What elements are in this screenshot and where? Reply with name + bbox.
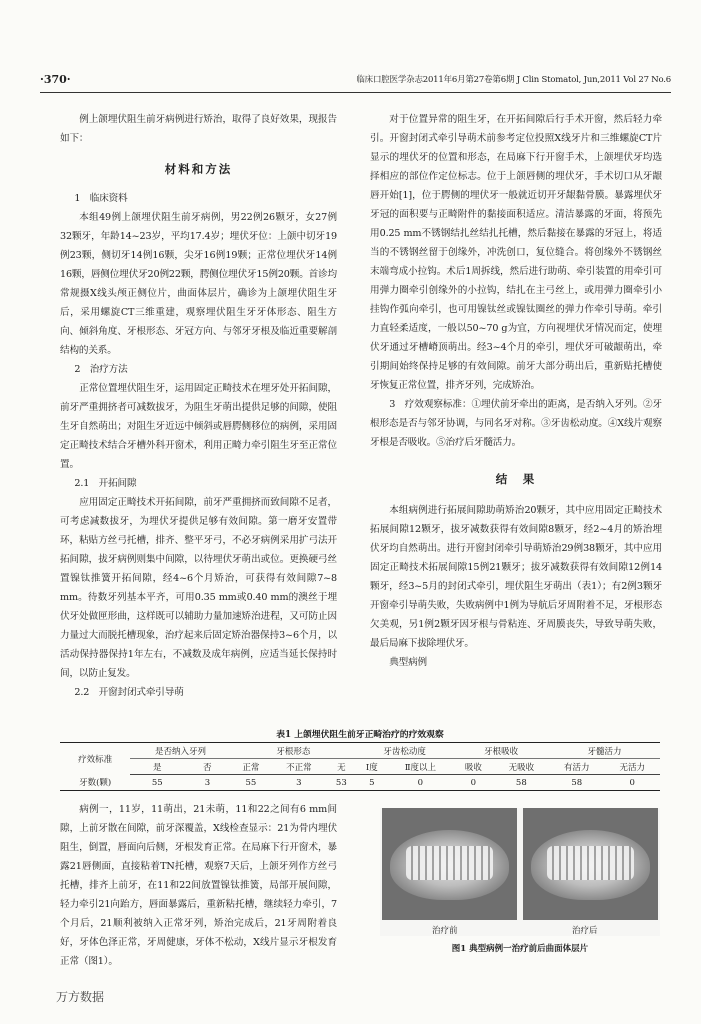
table-row-label: 牙数(颗) <box>60 775 130 791</box>
intro-paragraph: 例上颌埋伏阻生前牙病例进行矫治，取得了良好效果，现报告如下： <box>60 114 337 144</box>
table-subheader: 无 <box>327 759 357 775</box>
table-subheader: 正常 <box>231 759 271 775</box>
typical-case-heading: 典型病例 <box>389 657 427 668</box>
table-row <box>60 775 660 791</box>
table-subheader: 吸收 <box>453 759 493 775</box>
figure-label-after: 治疗后 <box>572 926 598 936</box>
table-header-criteria: 疗效标准 <box>60 743 130 775</box>
table-subheader: 不正常 <box>271 759 326 775</box>
table-cell: 0 <box>604 775 660 791</box>
figure-label-before: 治疗前 <box>432 926 458 936</box>
table-subheader: Ⅰ度 <box>356 759 387 775</box>
table-subheader: 有活力 <box>549 759 604 775</box>
case-paragraph: 病例一，11岁，11萌出，21未萌，11和22之间有6 mm间隙，上前牙散在间隙，前牙深覆盖，X线检查显示：21为骨内埋伏阻生，倒置，唇面向后侧，牙根发育正常。在局麻下行开窗术，暴露21唇侧面，直接粘着TN托槽，观察7天后，上颌牙列作方丝弓托槽，排齐上前牙，在11和22间放置镍钛推簧，局部开展间隙，轻力牵引21向跆方，唇面暴露后，重新粘托槽，继续轻力牵引，7个月后，21顺利被纳入正常牙列，矫治完成后，21牙周附着良好，牙体色泽正常，牙周健康，牙体不松动，X线片显示牙根发育正常（图1）。 <box>60 804 337 967</box>
table-header-root-form: 牙根形态 <box>231 743 357 759</box>
table-subheader: 无活力 <box>604 759 660 775</box>
subheading-treatment: 2 治疗方法 <box>74 364 128 375</box>
figure-panoramic <box>380 808 660 936</box>
right-column <box>370 110 662 672</box>
section-title-methods: 材料和方法 <box>164 162 233 176</box>
table-cell: 58 <box>494 775 549 791</box>
table-header-resorption: 牙根吸收 <box>453 743 549 759</box>
table-cell: 3 <box>184 775 230 791</box>
left-column <box>60 110 337 702</box>
table-cell: 55 <box>231 775 271 791</box>
table-cell: 0 <box>388 775 454 791</box>
table-cell: 3 <box>271 775 326 791</box>
traction-paragraph: 对于位置异常的阻生牙，在开拓间隙后行手术开窗，然后轻力牵引。开窗封闭式牵引导萌术前参考定位投照X线牙片和三维螺旋CT片显示的埋伏牙的位置和形态，在局麻下行开窗手术，上颌埋伏牙均选择相应的部位作定位标志。位于上颌唇侧的埋伏牙，手术切口从牙龈唇开始[1]，位于腭侧的埋伏牙一般就近切开牙龈黏骨膜。暴露埋伏牙牙冠的面积要与正畸附件的黏接面积适应。清洁暴露的牙面，将预先用0.25 mm不锈钢结扎丝结扎托槽，然后黏接在暴露的牙冠上，将适当的不锈钢丝留于创缘外，冲洗创口，复位缝合。将创缘外不锈钢丝末端弯成小拉钩。术后1周拆线，然后进行助萌、牵引装置的用牵引可用弹力圈牵引创缘外的小拉钩，结扎在主弓丝上，或用弹力圈牵引小挂钩作弧向牵引，也可用镍钛丝或镍钛圈丝的弹力作牵引导萌。牵引力直轻柔适度，一般以50~70 g为宜，方向视埋伏牙情况而定，使埋伏牙通过牙槽嵴顶萌出。经3~4个月的牵引，埋伏牙可破龈萌出，牵引期间始终保持足够的有效间隙。前牙大部分萌出后，重新贴托槽使牙恢复正常位置，排齐牙列，完成矫治。 <box>370 114 662 391</box>
table-subheader: Ⅱ度以上 <box>388 759 454 775</box>
table-subheader: 是 <box>130 759 184 775</box>
case-report <box>60 800 337 971</box>
subheading-traction: 2.2 开窗封闭式牵引导萌 <box>74 687 184 698</box>
section-title-results: 结 果 <box>495 472 537 486</box>
space-opening-paragraph: 应用固定正畸技术开拓间隙，前牙严重拥挤而致间隙不足者，可考虑减数拔牙，为埋伏牙提供足够有效间隙。第一磨牙安置带环，粘贴方丝弓托槽，排齐、整平牙弓，不必牙病例采用扩弓法开拓间隙，拔牙病例则集中间隙，以待埋伏牙萌出或位。更换硬弓丝置镍钛推簧开拓间隙，经4~6个月矫治，可获得有效间隙7~8 mm。待数牙列基本平齐，可用0.35 mm或0.40 mm的澳丝于埋伏牙处做匣形曲，这样既可以辅助力量加速矫治进程，又可防止因力量过大而脱托槽现象，治疗起来后固定矫治器保持3~6个月，以活动保持器保持1年左右，不减数及成年病例，应适当延长保持时间，以防止复发。 <box>60 497 337 679</box>
table-subheader: 否 <box>184 759 230 775</box>
table-cell: 53 <box>327 775 357 791</box>
xray-after-image <box>523 808 658 920</box>
results-paragraph: 本组病例进行拓展间隙助萌矫治20颗牙，其中应用固定正畸技术拓展间隙12颗牙，拔牙减数获得有效间隙8颗牙，经2~4月的矫治埋伏牙均自然萌出。进行开窗封闭牵引导萌矫治29例38颗牙，其中应用固定正畸技术拓展间隙15例21颗牙；拔牙减数获得有效间隙12例14颗牙，经3~5月的封闭式牵引，埋伏阻生牙萌出（表1）；有2例3颗牙开窗牵引导萌失败，失败病例中1例为导航后牙周附着不足，牙根形态欠美观，另1例2颗牙因牙根与骨粘连、牙周膜丧失，导致导萌失败，最后局麻下拔除埋伏牙。 <box>370 505 662 649</box>
figure-caption: 图1 典型病例一治疗前后曲面体层片 <box>451 944 589 954</box>
table-subheader: 无吸收 <box>494 759 549 775</box>
journal-header: 临床口腔医学杂志2011年6月第27卷第6期 J Clin Stomatol, Jun,2011 Vol 27 No.6 <box>356 75 671 85</box>
table-header-vitality: 牙髓活力 <box>549 743 660 759</box>
table-caption: 表1 上颌埋伏阻生前牙正畸治疗的疗效观察 <box>276 730 444 740</box>
table-cell: 55 <box>130 775 184 791</box>
watermark-text: 万方数据 <box>56 990 105 1004</box>
treatment-paragraph: 正常位置埋伏阻生牙，运用固定正畸技术在埋牙处开拓间隙，前牙严重拥挤者可减数拔牙，为阻生牙萌出提供足够的间隙，使阻生牙自然萌出；对阻生牙近远中倾斜或唇腭侧移位的病例，采用固定正畸技术结合牙槽外科开窗术，利用正畸力牵引阻生牙至正常位置。 <box>60 383 337 470</box>
header-rule <box>40 92 671 93</box>
table-cell: 0 <box>453 775 493 791</box>
evaluation-criteria: 3 疗效观察标准：①埋伏前牙牵出的距离，是否纳入牙列。②牙根形态是否与邻牙协调，与同名牙对称。③牙齿松动度。④X线片观察牙根是否吸收。⑤治疗后牙髓活力。 <box>370 399 662 448</box>
efficacy-table <box>60 742 660 791</box>
page-number: ·370· <box>40 73 71 86</box>
table-header-aligned: 是否纳入牙列 <box>130 743 230 759</box>
table-cell: 5 <box>356 775 387 791</box>
subheading-space-opening: 2.1 开拓间隙 <box>74 478 137 489</box>
subheading-clinical-data: 1 临床资料 <box>74 193 128 204</box>
table-header-mobility: 牙齿松动度 <box>356 743 453 759</box>
table-cell: 58 <box>549 775 604 791</box>
xray-before-image <box>382 808 517 920</box>
clinical-data-paragraph: 本组49例上颌埋伏阻生前牙病例，男22例26颗牙，女27例32颗牙，年龄14~23岁，平均17.4岁；埋伏牙位：上颌中切牙19例23颗，侧切牙14例16颗，尖牙16例19颗；正常位埋伏牙14例16颗，唇侧位埋伏牙20例22颗，腭侧位埋伏牙15例20颗。首诊均常规摄X线头颅正侧位片，曲面体层片，确诊为上颌埋伏阻生牙后，采用螺旋CT三维重建，观察埋伏阻生牙牙体形态、阻生方向、倾斜角度、牙根形态、牙冠方向、与邻牙牙根及临近重要解剖结构的关系。 <box>60 212 337 356</box>
